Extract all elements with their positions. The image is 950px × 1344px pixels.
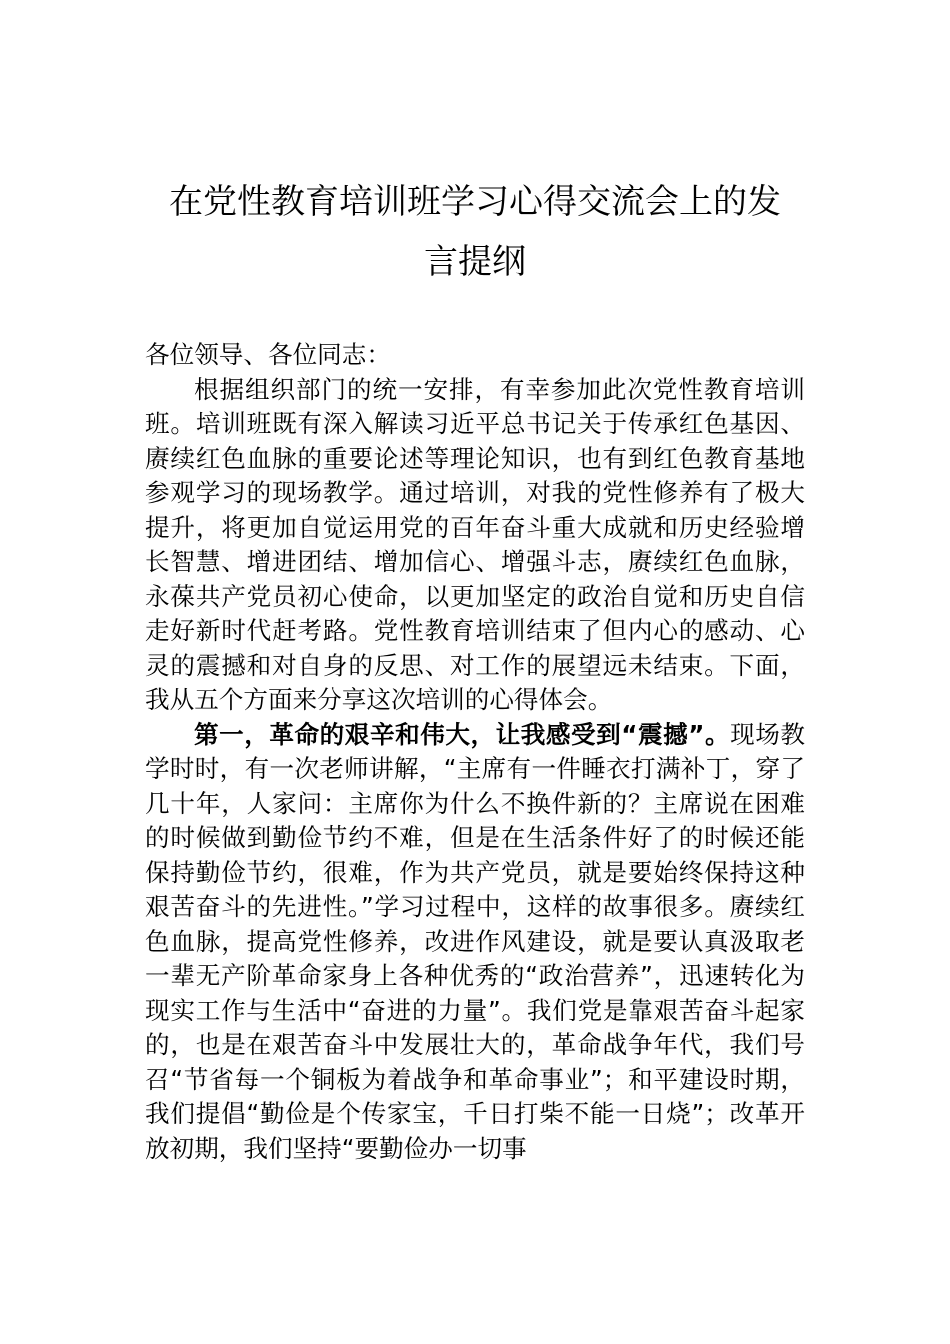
- paragraph-section-1: [145, 718, 805, 1167]
- title-line-1: 在党性教育培训班学习心得交流会上的发: [169, 182, 781, 222]
- section-1-heading: 第一，革命的艰辛和伟大，让我感受到“震撼”。: [194, 719, 731, 749]
- document-body: [145, 338, 805, 1166]
- document-title: [145, 172, 805, 292]
- paragraph-intro: 根据组织部门的统一安排，有幸参加此次党性教育培训班。培训班既有深入解读习近平总书记关于传承红色基因、赓续红色血脉的重要论述等理论知识，也有到红色教育基地参观学习的现场教学。通过培训，对我的党性修养有了极大提升，将更加自觉运用党的百年奋斗重大成就和历史经验增长智慧、增进团结、增加信心、增强斗志，赓续红色血脉，永葆共产党员初心使命，以更加坚定的政治自觉和历史自信走好新时代赶考路。党性教育培训结束了但内心的感动、心灵的震撼和对自身的反思、对工作的展望远未结束。下面，我从五个方面来分享这次培训的心得体会。: [145, 374, 805, 714]
- salutation: 各位领导、各位同志：: [145, 340, 391, 369]
- section-1-text: 现场教学时时，有一次老师讲解，“主席有一件睡衣打满补丁，穿了几十年，人家问：主席你为什么不换件新的？主席说在困难的时候做到勤俭节约不难，但是在生活条件好了的时候还能保持勤俭节约，很难，作为共产党员，就是要始终保持这种艰苦奋斗的先进性。”学习过程中，这样的故事很多。赓续红色血脉，提高党性修养，改进作风建设，就是要认真汲取老一辈无产阶革命家身上各种优秀的“政治营养”，迅速转化为现实工作与生活中“奋进的力量”。我们党是靠艰苦奋斗起家的，也是在艰苦奋斗中发展壮大的，革命战争年代，我们号召“节省每一个铜板为着战争和革命事业”；和平建设时期，我们提倡“勤俭是个传家宝，千日打柴不能一日烧”；改革开放初期，我们坚持“要勤俭办一切事: [145, 719, 805, 1163]
- title-line-2: 言提纲: [424, 242, 526, 282]
